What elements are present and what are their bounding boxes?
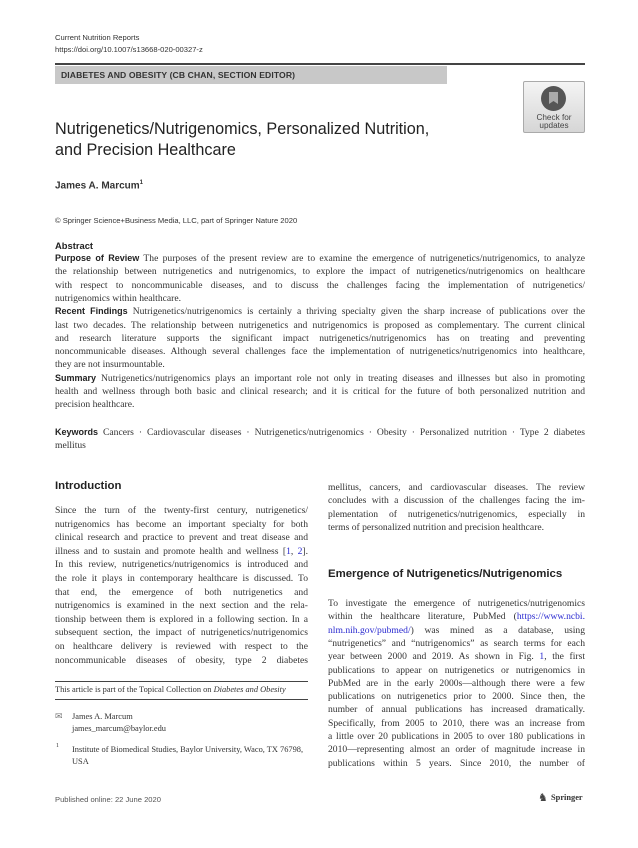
topical-collection-note: This article is part of the Topical Collection on Diabetes and Obesity xyxy=(55,685,286,694)
text-line xyxy=(328,650,585,663)
text-segment: terms of personalized nutrition and precision healthcare. xyxy=(328,521,545,533)
text-segment: illness and to sustain and promote health and wellness [ xyxy=(55,545,287,557)
text-line xyxy=(55,385,585,398)
text-segment: tionship between them is explored in a following section. In a xyxy=(55,613,308,625)
section-label: Purpose of Review xyxy=(55,253,140,263)
text-line xyxy=(328,508,585,521)
text-segment: the relationship between nutrigenetics and nutrigenomics, to explore the impact of nutrigenetics/nutrigenomics on healthcare xyxy=(55,266,585,278)
text-line xyxy=(55,640,308,653)
journal-name: Current Nutrition Reports xyxy=(55,33,140,42)
text-segment: Specifically, from 2005 to 2010, there was an increase from xyxy=(328,717,585,729)
text-line xyxy=(55,518,308,531)
text-line xyxy=(328,481,585,494)
affiliation-number: 1 xyxy=(56,743,59,749)
collection-name: Diabetes and Obesity xyxy=(213,685,286,694)
copyright: © Springer Science+Business Media, LLC, part of Springer Nature 2020 xyxy=(55,216,298,225)
text-segment: they are not insurmountable. xyxy=(55,359,165,371)
header-rule xyxy=(55,63,585,65)
text-line xyxy=(55,372,585,385)
section-label: Keywords xyxy=(55,427,99,437)
text-line xyxy=(55,572,308,585)
text-line xyxy=(55,279,585,292)
text-line xyxy=(328,677,585,690)
text-segment: nutrigenomics is examined in the next section and the rela- xyxy=(55,600,308,612)
text-line xyxy=(328,597,585,610)
envelope-icon: ✉ xyxy=(55,711,63,721)
reference-link[interactable]: 1 xyxy=(539,651,545,663)
text-segment: on healthcare delivery is reviewed with respect to the xyxy=(55,641,308,652)
springer-horse-icon: ♞ xyxy=(538,792,548,804)
crossmark-icon xyxy=(541,86,566,111)
section-label: Recent Findings xyxy=(55,306,128,317)
check-for-updates-badge[interactable] xyxy=(523,81,585,133)
doi-link[interactable]: https://doi.org/10.1007/s13668-020-00327-z xyxy=(55,45,203,54)
text-line xyxy=(55,439,585,452)
author-name: James A. Marcum xyxy=(55,180,140,192)
text-line xyxy=(55,586,308,599)
text-segment: “nutrigenetics” and “nutrigenomics” as search terms for each xyxy=(328,637,585,649)
footnote-rule-bottom xyxy=(55,699,308,700)
text-segment: within the healthcare literature, PubMed ( xyxy=(328,611,517,623)
text-line xyxy=(328,757,585,770)
text-segment: ]. xyxy=(302,545,309,557)
springer-logo-text: Springer xyxy=(551,793,583,802)
text-line xyxy=(55,613,308,626)
text-segment: In this review, nutrigenetics/nutrigenomics is introduced and xyxy=(55,559,308,571)
text-segment: PubMed are in the early 2000s—although there were a few xyxy=(328,677,585,689)
text-line xyxy=(328,717,585,730)
text-segment: Nutrigenetics/nutrigenomics plays an important role not only in treating diseases and illnesses but also in promoting xyxy=(100,372,585,384)
contact-name: James A. Marcum xyxy=(72,712,133,721)
text-segment: publications on nutrigenetics prior to 2000. Since then, the xyxy=(328,691,585,703)
text-segment: noncommunicable diseases of obesity, type 2 diabetes xyxy=(55,654,308,666)
text-line xyxy=(328,690,585,703)
text-segment: The purposes of the present review are to examine the emergence of nutrigenetics/nutrigenomics, to analyze xyxy=(143,253,585,264)
text-segment: 2010—representing almost an order of magnitude increase in xyxy=(328,744,585,756)
emergence-heading: Emergence of Nutrigenetics/Nutrigenomics xyxy=(328,568,563,580)
affiliation-line1: Institute of Biomedical Studies, Baylor University, Waco, TX 76798, xyxy=(72,745,304,754)
text-segment: Nutrigenetics/nutrigenomics is certainly a thriving specialty given the sharp increase of publications over the xyxy=(132,306,585,318)
text-segment: precision healthcare. xyxy=(55,399,135,411)
text-segment: mellitus xyxy=(55,440,86,452)
text-segment: mellitus, cancers, and cardiovascular diseases. The review xyxy=(328,482,585,493)
author[interactable] xyxy=(55,180,143,191)
text-line xyxy=(55,332,585,345)
badge-line1: Check for xyxy=(536,113,572,122)
text-line xyxy=(55,358,585,371)
text-line xyxy=(55,504,308,517)
text-segment: health and wellness through both basic and clinical research; and it is critical for the future of both personalized nutrition and xyxy=(55,386,585,397)
text-line xyxy=(55,531,308,544)
text-line xyxy=(55,292,585,305)
contact-email[interactable]: james_marcum@baylor.edu xyxy=(72,724,166,733)
text-line xyxy=(55,558,308,571)
footnote-rule-top xyxy=(55,681,308,682)
text-segment: plementation of nutrigenetics/nutrigenomics, especially in xyxy=(328,508,585,520)
text-line xyxy=(328,624,585,637)
reference-link[interactable]: 1 xyxy=(286,545,291,557)
text-line xyxy=(55,305,585,318)
text-line xyxy=(328,521,585,534)
text-segment: ) was mined as a database, using xyxy=(410,624,585,636)
text-line xyxy=(55,626,308,639)
reference-link[interactable]: 2 xyxy=(297,545,303,557)
text-segment: and research literature supports the significant impact nutrigenetics/nutrigenomics has on treating and preventing xyxy=(55,332,585,344)
text-segment: Cancers · Cardiovascular diseases · Nutrigenetics/nutrigenomics · Obesity · Personalized nutrition · Type 2 diabetes xyxy=(102,427,586,438)
text-line xyxy=(328,637,585,650)
text-line xyxy=(328,494,585,507)
text-segment: the role it plays in contemporary healthcare is discussed. To xyxy=(55,573,308,584)
text-segment: concludes with a discussion of the challenges facing the im- xyxy=(328,495,585,507)
text-segment: nutrigenomics has become an important specialty for both xyxy=(55,518,308,530)
text-line xyxy=(55,319,585,332)
text-segment: last two decades. The relationship between nutrigenetics and nutrigenomics is proposed as complementary. The current clinical xyxy=(55,319,585,331)
text-segment: publications to appear on nutrigenetics or nutrigenomics in xyxy=(328,664,585,676)
text-line xyxy=(55,426,585,439)
text-segment: clinical research and practice to prevent and treat disease and xyxy=(55,532,308,544)
text-segment: number of annual publications has increased dramatically. xyxy=(328,704,585,716)
text-line xyxy=(328,743,585,756)
text-line xyxy=(328,664,585,677)
section-band xyxy=(55,66,447,84)
text-segment: , xyxy=(290,545,298,557)
text-line xyxy=(55,599,308,612)
text-line xyxy=(55,252,585,265)
article-title-line1: Nutrigenetics/Nutrigenomics, Personalized Nutrition, xyxy=(55,120,430,138)
text-line xyxy=(328,730,585,743)
text-segment: publications within 5 years. Since 2010, the number of xyxy=(328,757,585,769)
article-title-line2: and Precision Healthcare xyxy=(55,141,236,159)
reference-link[interactable]: https://www.ncbi. xyxy=(516,611,585,623)
text-segment: noncommunicable diseases. Although several challenges face the implementation of nutrigenetics/nutrigenomics into healthcare, xyxy=(55,346,585,358)
text-segment: nutrigenomics within healthcare. xyxy=(55,292,182,304)
badge-line2: updates xyxy=(539,121,569,130)
text-line xyxy=(55,654,308,667)
text-line xyxy=(55,265,585,278)
section-label: Summary xyxy=(55,372,97,383)
introduction-heading: Introduction xyxy=(55,480,122,492)
text-segment: that end, the emergence of both nutrigenetics and xyxy=(55,586,308,598)
text-segment: To investigate the emergence of nutrigenetics/nutrigenomics xyxy=(328,598,585,609)
text-segment: Since the turn of the twenty-first century, nutrigenetics/ xyxy=(55,505,308,516)
text-segment: a little over 20 publications in 2005 to over 180 publications in xyxy=(328,731,585,742)
text-line xyxy=(328,703,585,716)
abstract-heading: Abstract xyxy=(55,240,94,251)
reference-link[interactable]: nlm.nih.gov/pubmed/ xyxy=(328,624,411,636)
published-date: Published online: 22 June 2020 xyxy=(55,795,161,804)
text-segment: , the first xyxy=(544,651,585,663)
text-line xyxy=(55,345,585,358)
text-segment: with respect to noncommunicable diseases, and to discuss the challenges facing the implementation of nutrigenetics/ xyxy=(55,279,585,291)
text-segment: subsequent section, the impact of nutrigenetics/nutrigenomics xyxy=(55,627,308,639)
text-line xyxy=(55,398,585,411)
text-segment: year between 2000 and 2019. As shown in Fig. xyxy=(328,651,540,663)
affiliation-line2: USA xyxy=(72,757,89,766)
text-line xyxy=(55,545,308,558)
author-affil-sup: 1 xyxy=(139,180,144,186)
section-label: DIABETES AND OBESITY (CB CHAN, SECTION EDITOR) xyxy=(61,70,296,80)
text-line xyxy=(328,610,585,623)
